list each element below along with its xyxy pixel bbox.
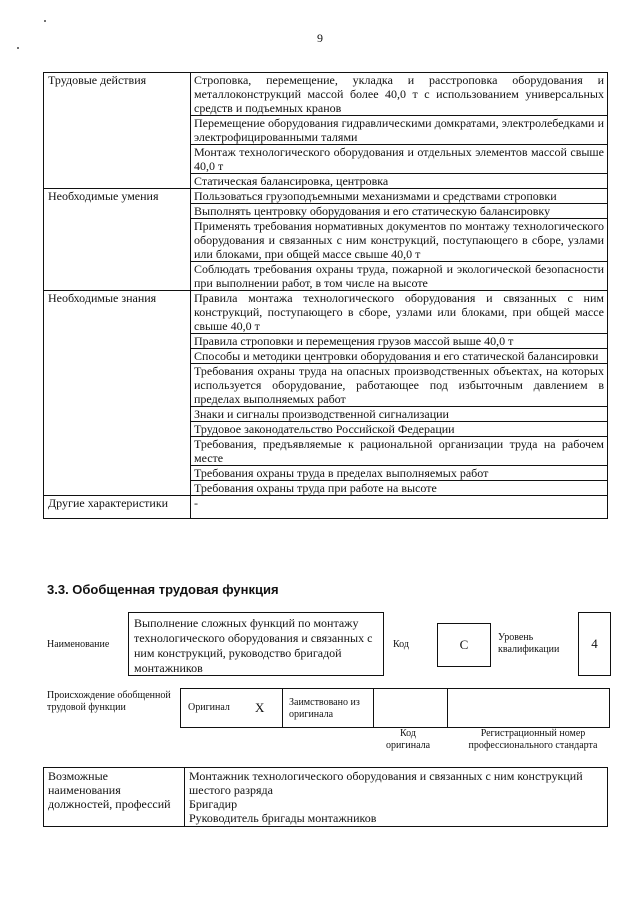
divider xyxy=(282,689,283,727)
code-value: С xyxy=(459,637,469,652)
position-item: Бригадир xyxy=(189,797,238,811)
page-number: 9 xyxy=(317,31,323,45)
table-cell: Перемещение оборудования гидравлическими домкратами, электролебедками и электрофицированными талями xyxy=(191,116,608,145)
scan-dot xyxy=(44,20,46,22)
table-cell: Монтаж технологического оборудования и отдельных элементов массой свыше 40,0 т xyxy=(191,145,608,174)
table-cell: Требования охраны труда на опасных производственных объектах, на которых используется оборудование, работающее под избыточным давлением в пределах выполняемых работ xyxy=(191,364,608,407)
table-cell: Строповка, перемещение, укладка и расстроповка оборудования и металлоконструкций массой более 40,0 т с использованием универсальных средств и подъемных кранов xyxy=(191,73,608,116)
scan-dot xyxy=(17,47,19,49)
table-cell: Статическая балансировка, центровка xyxy=(191,174,608,189)
origin-label: Происхождение обобщенной трудовой функции xyxy=(47,690,171,713)
table-cell: Способы и методики центровки оборудования и его статической балансировки xyxy=(191,349,608,364)
table-cell: Трудовое законодательство Российской Федерации xyxy=(191,422,608,437)
table-cell: Знаки и сигналы производственной сигнализации xyxy=(191,407,608,422)
positions-table xyxy=(43,767,608,827)
level-value: 4 xyxy=(591,636,598,651)
divider xyxy=(447,689,448,727)
row-label-knowledge: Необходимые знания xyxy=(44,291,191,496)
position-item: Руководитель бригады монтажников xyxy=(189,811,377,825)
table-cell: - xyxy=(191,496,608,519)
function-name-value: Выполнение сложных функций по монтажу технологического оборудования и связанных с ним конструкций, руководство бригадой монтажников xyxy=(134,616,373,675)
table-cell: Требования, предъявляемые к рациональной организации труда на рабочем месте xyxy=(191,437,608,466)
position-item: Монтажник технологического оборудования и связанных с ним конструкций шестого разряда xyxy=(189,769,583,797)
labor-functions-table xyxy=(43,72,608,519)
table-cell: Применять требования нормативных документов по монтажу технологического оборудования и связанных с ним конструкций, поступающего в сборе, узлами или блоками, при общей массе свыше 40,0 т xyxy=(191,219,608,262)
table-cell: Пользоваться грузоподъемными механизмами и средствами строповки xyxy=(191,189,608,204)
row-label-labor-actions: Трудовые действия xyxy=(44,73,191,189)
reg-caption: Регистрационный номер профессионального стандарта xyxy=(468,728,598,751)
table-cell: Требования охраны труда при работе на высоте xyxy=(191,481,608,496)
table-cell: Требования охраны труда в пределах выполняемых работ xyxy=(191,466,608,481)
table-cell: Выполнять центровку оборудования и его статическую балансировку xyxy=(191,204,608,219)
row-label-other: Другие характеристики xyxy=(44,496,191,519)
level-label: Уровень квалификации xyxy=(498,632,560,655)
original-mark: Х xyxy=(255,700,265,715)
table-cell: Соблюдать требования охраны труда, пожарной и экологической безопасности при выполнении работ, в том числе на высоте xyxy=(191,262,608,291)
divider xyxy=(373,689,374,727)
function-name-box xyxy=(128,612,384,676)
row-label-skills: Необходимые умения xyxy=(44,189,191,291)
original-label: Оригинал xyxy=(188,702,230,713)
table-cell: Правила монтажа технологического оборудования и связанных с ним конструкций, поступающего в сборе, узлами или блоками, при общей массе свыше 40,0 т xyxy=(191,291,608,334)
code-box xyxy=(437,623,491,667)
positions-list xyxy=(185,768,608,827)
positions-label: Возможные наименования должностей, профессий xyxy=(44,768,185,827)
origin-box xyxy=(180,688,610,728)
code-label: Код xyxy=(393,639,409,650)
borrowed-label: Заимствовано из оригинала xyxy=(289,697,360,720)
table-cell: Правила строповки и перемещения грузов массой выше 40,0 т xyxy=(191,334,608,349)
level-box xyxy=(578,612,611,676)
section-title: 3.3. Обобщенная трудовая функция xyxy=(47,582,279,597)
code-caption: Код оригинала xyxy=(385,728,431,751)
name-label: Наименование xyxy=(47,639,110,650)
